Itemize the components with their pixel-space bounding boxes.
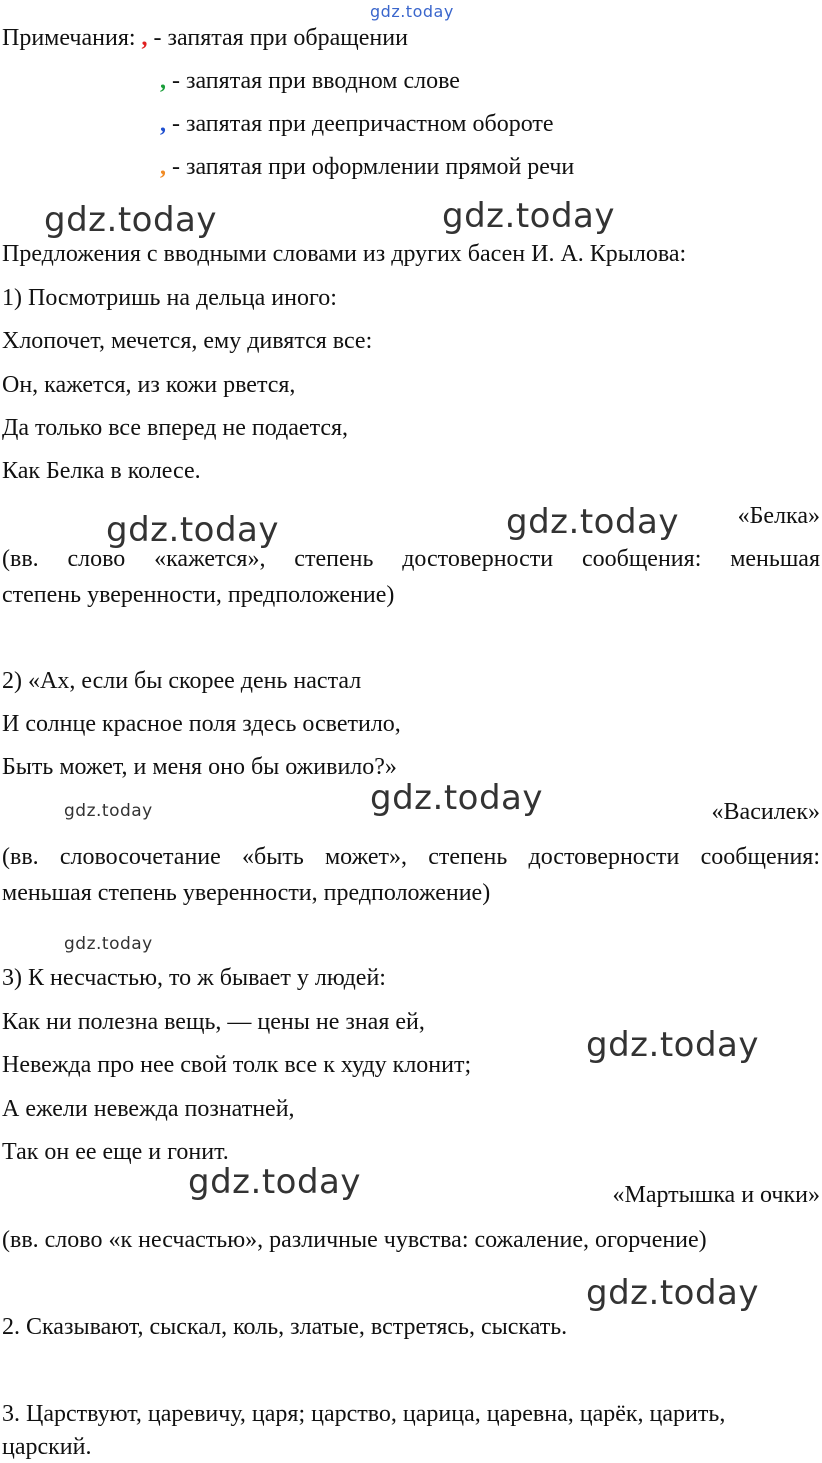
intro-text: Предложения с вводными словами из других басен И. А. Крылова:	[2, 241, 687, 267]
example-2-explanation: меньшая степень уверенности, предположение)	[2, 880, 491, 906]
notes-line	[2, 24, 408, 52]
example-1-line: Хлопочет, мечется, ему дивятся все:	[2, 328, 373, 354]
example-2-line: 2) «Ах, если бы скорее день настал	[2, 668, 362, 694]
note-text: - запятая при оформлении прямой речи	[166, 154, 575, 180]
example-3-line: 3) К несчастью, то ж бывает у людей:	[2, 965, 386, 991]
example-2-line: Быть может, и меня оно бы оживило?»	[2, 754, 397, 780]
example-3-line: Невежда про нее свой толк все к худу клонит;	[2, 1052, 472, 1078]
note-text: - запятая при обращении	[147, 25, 408, 51]
example-2-source: «Василек»	[711, 799, 820, 825]
watermark: gdz.today	[370, 778, 543, 818]
example-2-line: И солнце красное поля здесь осветило,	[2, 711, 401, 737]
notes-line	[160, 110, 554, 138]
watermark: gdz.today	[64, 801, 153, 821]
watermark: gdz.today	[442, 196, 615, 236]
notes-line	[160, 153, 574, 181]
watermark: gdz.today	[106, 510, 279, 550]
comma-green: ,	[160, 68, 166, 94]
example-1-explanation: (вв. слово «кажется», степень достоверности сообщения: меньшая	[2, 546, 820, 572]
example-1-line: Как Белка в колесе.	[2, 458, 201, 484]
notes-line	[160, 67, 460, 95]
watermark: gdz.today	[64, 934, 153, 954]
comma-blue: ,	[160, 111, 166, 137]
example-3-explanation: (вв. слово «к несчастью», различные чувства: сожаление, огорчение)	[2, 1227, 707, 1253]
watermark: gdz.today	[188, 1162, 361, 1202]
notes-heading: Примечания:	[2, 25, 136, 51]
watermark: gdz.today	[44, 200, 217, 240]
example-3-line: Так он ее еще и гонит.	[2, 1139, 229, 1165]
task-3-line: царский.	[2, 1434, 92, 1460]
example-1-line: Он, кажется, из кожи рвется,	[2, 372, 296, 398]
watermark: gdz.today	[586, 1273, 759, 1313]
example-3-line: Как ни полезна вещь, — цены не зная ей,	[2, 1009, 425, 1035]
comma-orange: ,	[160, 154, 166, 180]
task-3-line: 3. Царствуют, царевичу, царя; царство, царица, царевна, царёк, царить,	[2, 1401, 726, 1427]
note-text: - запятая при деепричастном обороте	[166, 111, 554, 137]
example-1-source: «Белка»	[737, 503, 820, 529]
watermark: gdz.today	[586, 1025, 759, 1065]
example-1-line: 1) Посмотришь на дельца иного:	[2, 285, 337, 311]
comma-red: ,	[141, 25, 148, 51]
example-3-source: «Мартышка и очки»	[612, 1182, 820, 1208]
note-text: - запятая при вводном слове	[166, 68, 460, 94]
watermark: gdz.today	[506, 502, 679, 542]
example-3-line: А ежели невежда познатней,	[2, 1096, 295, 1122]
task-2: 2. Сказывают, сыскал, коль, златые, встретясь, сыскать.	[2, 1314, 568, 1340]
example-2-explanation: (вв. словосочетание «быть может», степень достоверности сообщения:	[2, 844, 820, 870]
example-1-explanation: степень уверенности, предположение)	[2, 582, 395, 608]
watermark-top: gdz.today	[370, 2, 454, 21]
example-1-line: Да только все вперед не подается,	[2, 415, 349, 441]
